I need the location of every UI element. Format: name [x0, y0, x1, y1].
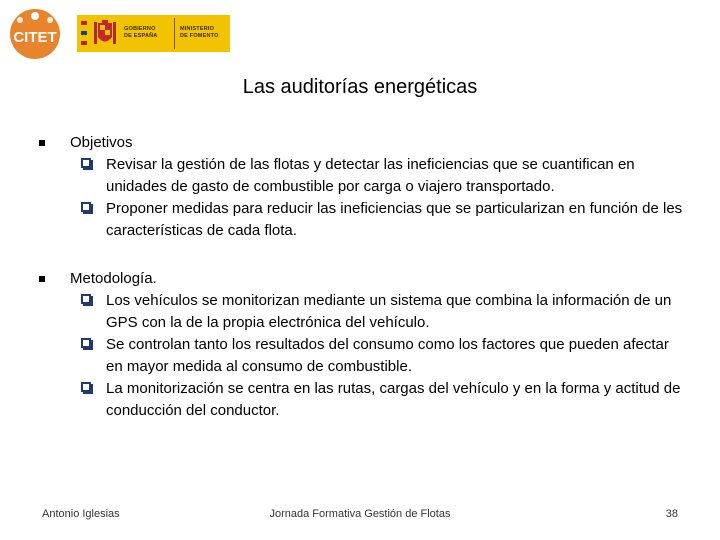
gov-logo-right-text: MINISTERIO DE FOMENTO — [180, 26, 219, 39]
section-heading: Metodología. — [36, 268, 686, 290]
slide-body — [36, 132, 686, 422]
list-item: Revisar la gestión de las flotas y detectar las ineficiencias que se cuantifican en unidades de gasto de combustible por carga o viajero transportado. — [36, 154, 686, 198]
flag-stripe-icon — [79, 19, 89, 48]
list-item: Los vehículos se monitorizan mediante un sistema que combina la información de un GPS con la de la propia electrónica del vehículo. — [36, 290, 686, 334]
checkbox-bullet-icon — [81, 158, 91, 168]
list-item: Proponer medidas para reducir las ineficiencias que se particularizan en función de les características de cada flota. — [36, 198, 686, 242]
checkbox-bullet-icon — [81, 338, 91, 348]
square-bullet-icon — [39, 276, 45, 282]
footer-event: Jornada Formativa Gestión de Flotas — [269, 508, 451, 520]
checkbox-bullet-icon — [81, 382, 91, 392]
gobierno-ministerio-logo — [77, 15, 230, 52]
checkbox-bullet-icon — [81, 294, 91, 304]
list-item: Se controlan tanto los resultados del consumo como los factores que pueden afectar en mayor medida al consumo de combustible. — [36, 334, 686, 378]
footer-author: Antonio Iglesias — [42, 508, 120, 520]
logo-divider — [174, 18, 175, 49]
square-bullet-icon — [39, 140, 45, 146]
citet-logo — [6, 8, 64, 60]
list-item: La monitorización se centra en las rutas, cargas del vehículo y en la forma y actitud de conducción del conductor. — [36, 378, 686, 422]
checkbox-bullet-icon — [81, 202, 91, 212]
page-number: 38 — [665, 508, 678, 520]
spain-coat-of-arms-icon — [94, 20, 116, 47]
slide-title: Las auditorías energéticas — [242, 76, 478, 98]
gov-logo-left-text: GOBIERNO DE ESPAÑA — [124, 26, 158, 39]
section-heading: Objetivos — [36, 132, 686, 154]
citet-logo-text: CITET — [13, 29, 57, 46]
